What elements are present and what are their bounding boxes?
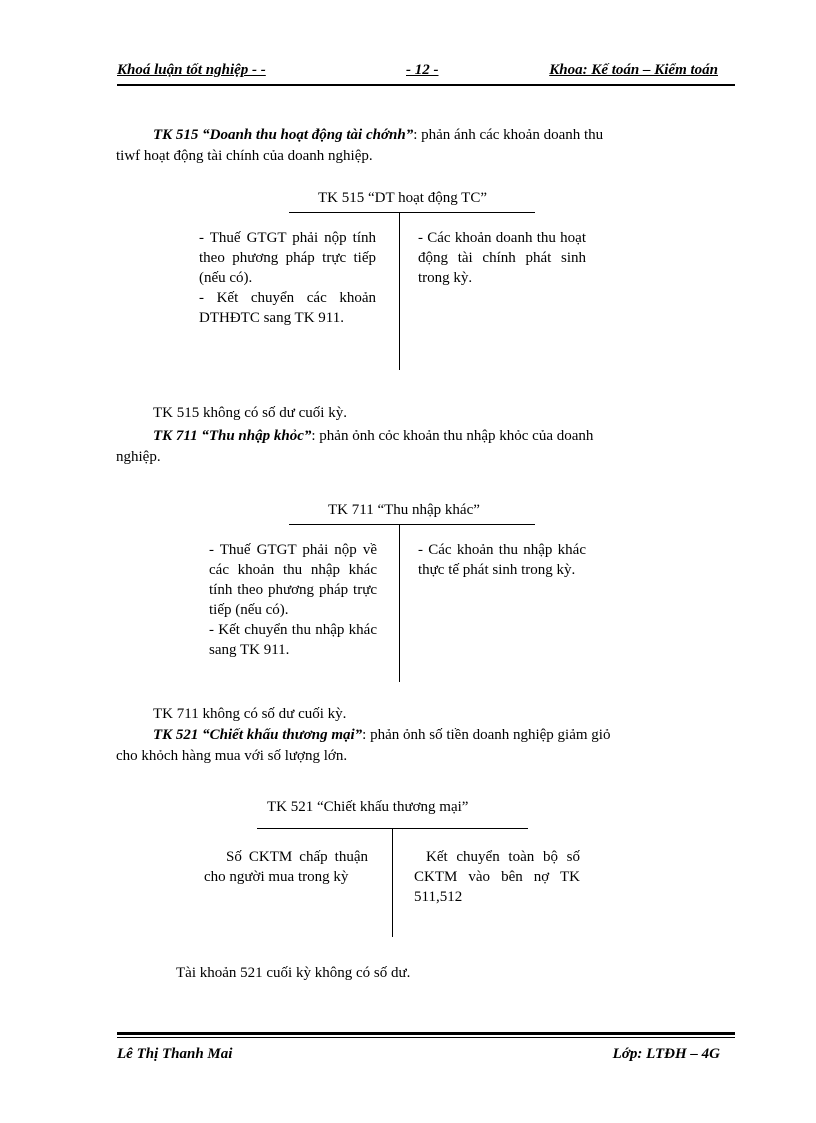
t-account-debit bbox=[199, 228, 376, 328]
debit-entry: - Thuế GTGT phải nộp tính theo phương pháp trực tiếp (nếu có). bbox=[199, 230, 376, 286]
balance-note: TK 711 không có số dư cuối kỳ. bbox=[153, 706, 347, 722]
header-rule bbox=[117, 84, 735, 86]
t-account-debit bbox=[209, 540, 377, 660]
debit-entry: - Kết chuyển các khoản DTHĐTC sang TK 911. bbox=[199, 290, 376, 326]
section-521-paragraph bbox=[116, 725, 716, 767]
header-right: Khoa: Kế toán – Kiểm toán bbox=[549, 62, 718, 78]
t-account-divider bbox=[399, 213, 400, 370]
author-name: Lê Thị Thanh Mai bbox=[117, 1046, 233, 1062]
debit-entry: - Kết chuyển thu nhập khác sang TK 911. bbox=[209, 622, 377, 658]
t-account-top-line bbox=[289, 212, 535, 213]
paragraph-text: : phản ỏnh cỏc khoản thu nhập khỏc của doanh bbox=[311, 428, 594, 444]
debit-entry: - Thuế GTGT phải nộp về các khoản thu nhập khác tính theo phương pháp trực tiếp (nếu có). bbox=[209, 542, 377, 618]
credit-entry: - Các khoản thu nhập khác thực tế phát sinh trong kỳ. bbox=[418, 542, 586, 578]
account-code: TK 711 “Thu nhập khỏc” bbox=[153, 428, 312, 444]
footer-rule-top bbox=[117, 1032, 735, 1035]
section-515-paragraph bbox=[116, 125, 716, 167]
header-left: Khoá luận tốt nghiệp - - bbox=[117, 62, 266, 78]
class-label: Lớp: LTĐH – 4G bbox=[612, 1046, 720, 1062]
paragraph-text: cho khỏch hàng mua với số lượng lớn. bbox=[116, 748, 348, 764]
t-account-credit bbox=[418, 540, 586, 580]
account-code: TK 521 “Chiết khấu thương mại” bbox=[153, 727, 363, 743]
t-account-divider bbox=[392, 829, 393, 937]
t-account-credit bbox=[414, 847, 580, 907]
credit-entry: - Các khoản doanh thu hoạt động tài chính phát sinh trong kỳ. bbox=[418, 230, 586, 286]
t-account-top-line bbox=[289, 524, 535, 525]
t-account-divider bbox=[399, 525, 400, 682]
paragraph-text: tiwf hoạt động tài chính của doanh nghiệp. bbox=[116, 148, 373, 164]
t-account-credit bbox=[418, 228, 586, 288]
t-account-title: TK 711 “Thu nhập khác” bbox=[328, 502, 480, 518]
t-account-title: TK 515 “DT hoạt động TC” bbox=[318, 190, 488, 206]
debit-entry: Số CKTM chấp thuận cho người mua trong kỳ bbox=[204, 849, 368, 885]
section-711-paragraph bbox=[116, 426, 716, 468]
page-number: - 12 - bbox=[406, 62, 439, 78]
credit-entry: Kết chuyển toàn bộ số CKTM vào bên nợ TK 511,512 bbox=[414, 849, 580, 905]
balance-note: TK 515 không có số dư cuối kỳ. bbox=[153, 405, 347, 421]
paragraph-text: nghiệp. bbox=[116, 449, 161, 465]
balance-note: Tài khoản 521 cuối kỳ không có số dư. bbox=[176, 965, 411, 981]
t-account-title: TK 521 “Chiết khấu thương mại” bbox=[267, 799, 469, 815]
footer-rule-bottom bbox=[117, 1037, 735, 1038]
t-account-debit bbox=[204, 847, 368, 887]
paragraph-text: : phản ánh các khoản doanh thu bbox=[413, 127, 604, 143]
paragraph-text: : phản ỏnh số tiền doanh nghiệp giảm giỏ bbox=[362, 727, 611, 743]
account-code: TK 515 “Doanh thu hoạt động tài chớnh” bbox=[153, 127, 414, 143]
